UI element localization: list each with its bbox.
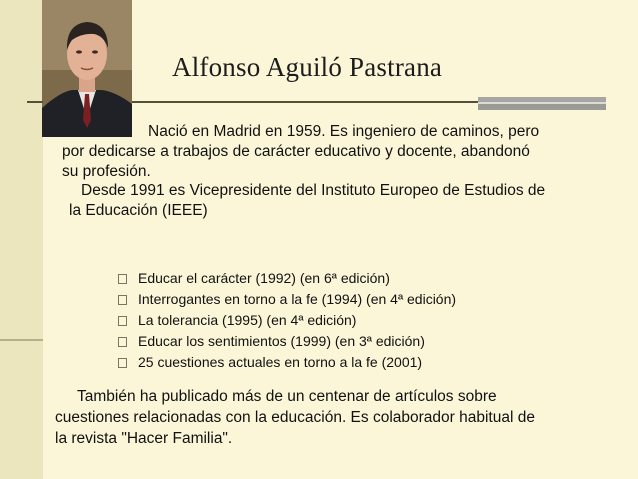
ieee-line-2: la Educación (IEEE) [69,202,208,219]
articles-line-1: También ha publicado más de un centenar de artículos sobre [77,388,497,405]
author-photo [42,0,132,137]
title-divider [132,101,478,103]
square-bullet-icon [118,358,127,368]
decorative-bars [478,97,606,111]
left-decorative-band [0,0,43,479]
bio-line-1: Nació en Madrid en 1959. Es ingeniero de caminos, pero [148,123,540,140]
square-bullet-icon [118,337,127,347]
list-item: Interrogantes en torno a la fe (1994) (en 4ª edición) [118,289,598,310]
bio-line-2: por dedicarse a trabajos de carácter educativo y docente, abandonó [62,143,530,160]
articles-line-2: cuestiones relacionadas con la educación. Es colaborador habitual de [55,409,535,426]
articles-paragraph [55,386,615,449]
left-divider [0,339,43,341]
square-bullet-icon [118,316,127,326]
list-item: Educar el carácter (1992) (en 6ª edición) [118,268,598,289]
title-divider-left [27,101,43,103]
ieee-paragraph [64,181,624,221]
books-list [118,268,598,373]
articles-line-3: la revista "Hacer Familia". [55,430,233,447]
bio-paragraph [62,122,622,182]
list-item: Educar los sentimientos (1999) (en 3ª edición) [118,331,598,352]
square-bullet-icon [118,274,127,284]
square-bullet-icon [118,295,127,305]
ieee-line-1: Desde 1991 es Vicepresidente del Instituto Europeo de Estudios de [81,182,546,199]
bio-line-3: su profesión. [62,163,151,180]
list-item: 25 cuestiones actuales en torno a la fe (2001) [118,352,598,373]
list-item: La tolerancia (1995) (en 4ª edición) [118,310,598,331]
slide-title: Alfonso Aguiló Pastrana [172,52,443,82]
